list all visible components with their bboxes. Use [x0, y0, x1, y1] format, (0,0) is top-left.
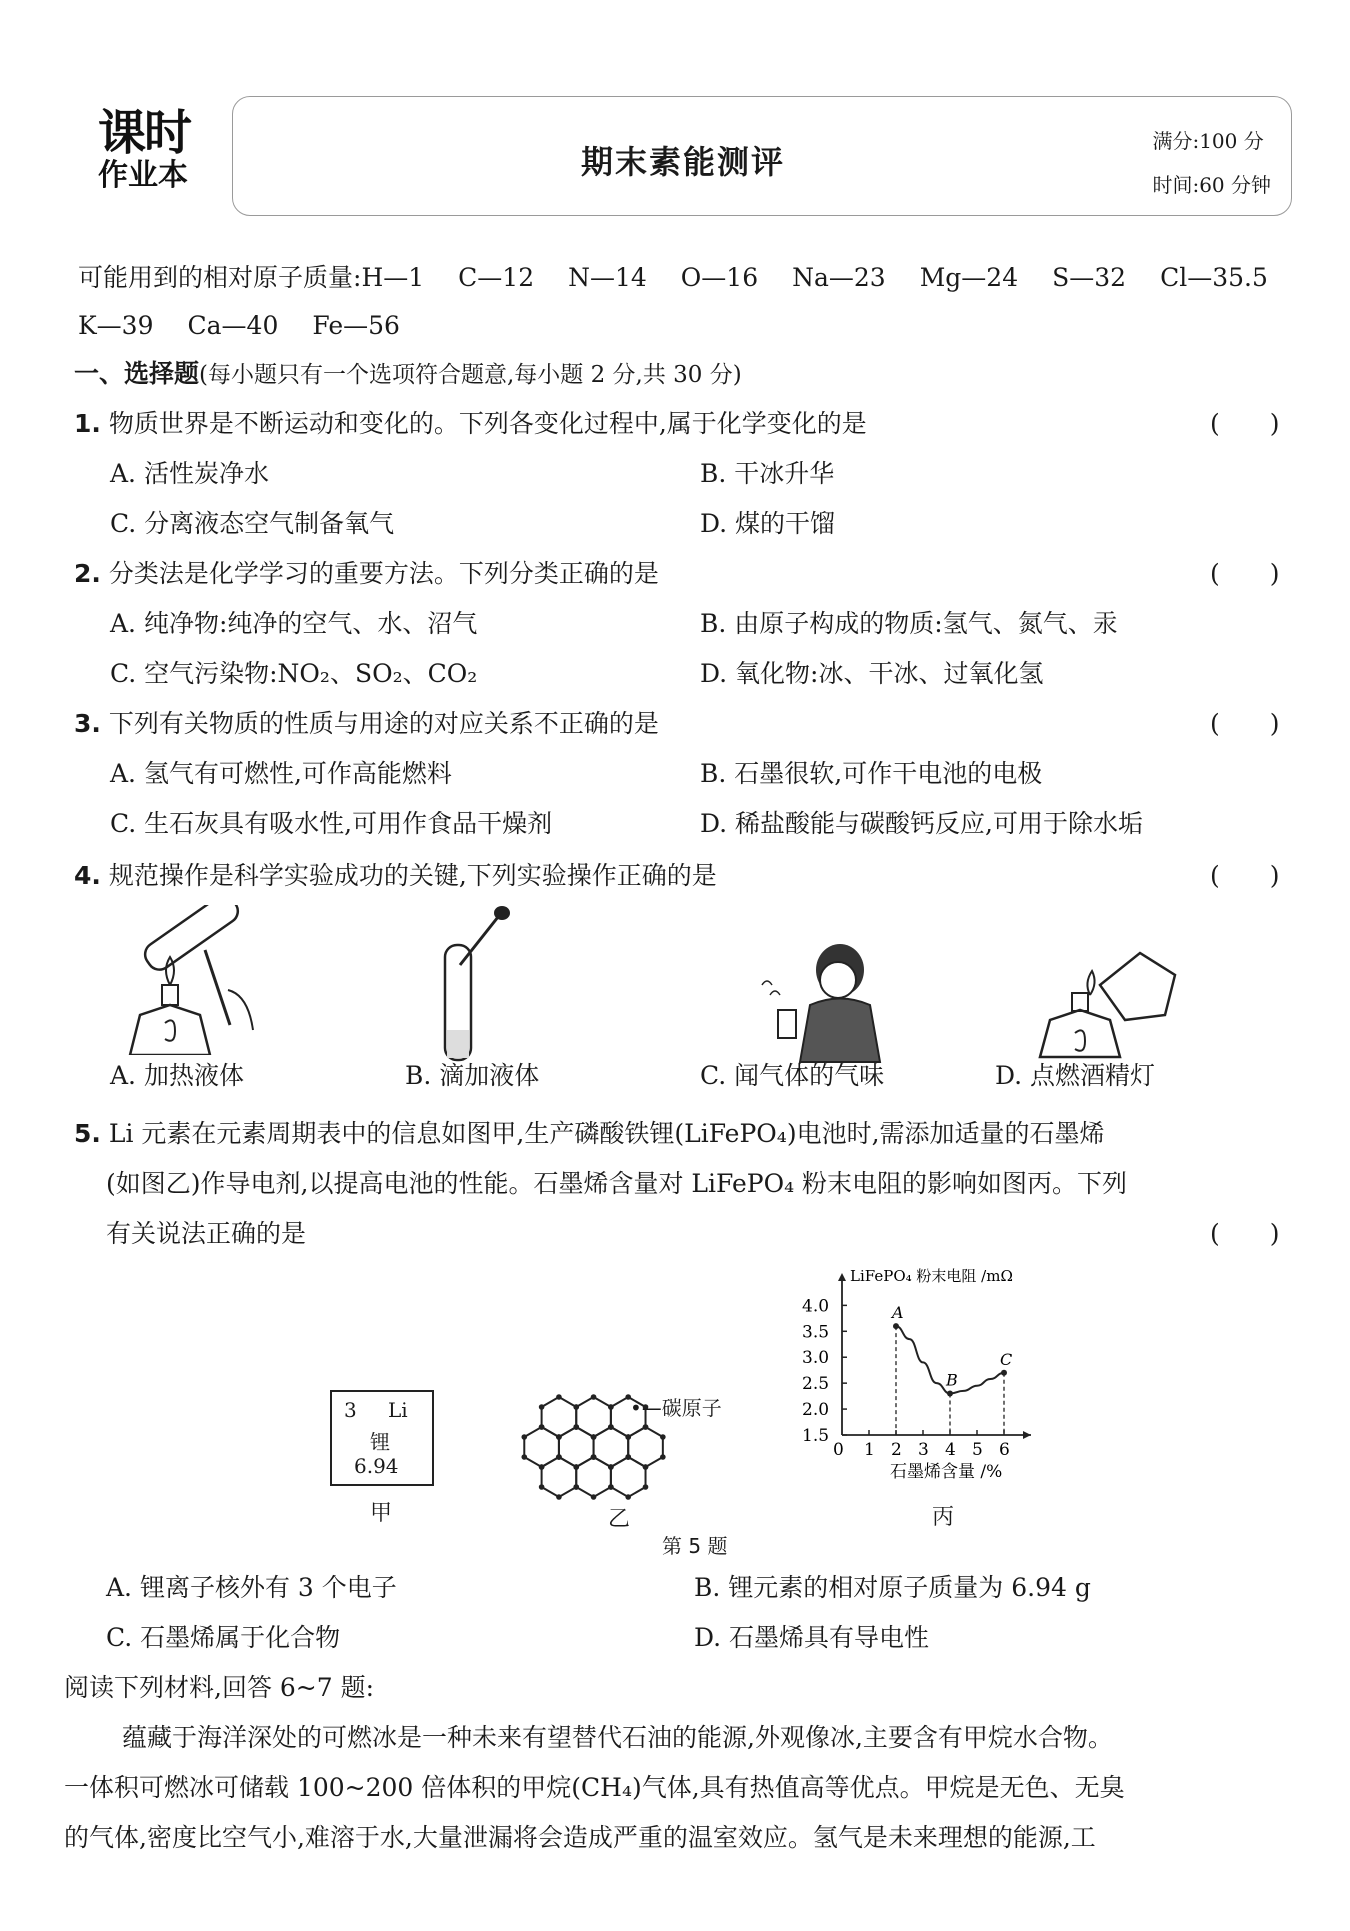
element-name: 锂 — [370, 1430, 390, 1454]
x-axis-label: 石墨烯含量 /% — [890, 1462, 1003, 1482]
atomic-mass-label: 可能用到的相对原子质量: — [78, 263, 362, 292]
carbon-atom — [573, 1404, 579, 1410]
mass-item: C—12 — [458, 263, 535, 292]
question-stem: 分类法是化学学习的重要方法。下列分类正确的是 — [108, 559, 659, 588]
carbon-atom — [573, 1484, 579, 1490]
section-heading — [74, 358, 742, 391]
carbon-atom — [591, 1454, 597, 1460]
carbon-atom — [660, 1434, 666, 1440]
carbon-atom — [556, 1394, 562, 1400]
x-tick-label: 1 — [864, 1440, 875, 1460]
mass-item: Ca—40 — [187, 311, 279, 340]
option-c[interactable]: C. 生石灰具有吸水性,可用作食品干燥剂 — [110, 809, 553, 838]
mass-item: Fe—56 — [312, 311, 400, 340]
x-tick-label: 5 — [972, 1440, 983, 1460]
carbon-atom — [539, 1484, 545, 1490]
carbon-atom — [625, 1454, 631, 1460]
y-tick-label: 1.5 — [802, 1426, 830, 1446]
option-d[interactable]: D. 稀盐酸能与碳酸钙反应,可用于除水垢 — [700, 809, 1143, 838]
full-score: 满分:100 分 — [1152, 129, 1264, 153]
mass-item: K—39 — [78, 311, 154, 340]
carbon-atom-label: 碳原子 — [661, 1396, 722, 1420]
y-tick-label: 2.5 — [802, 1374, 830, 1395]
figure-bing-caption: 丙 — [932, 1505, 955, 1530]
answer-blank[interactable]: ( ) — [1210, 709, 1280, 738]
option-a[interactable]: A. 加热液体 — [110, 1061, 244, 1090]
question-stem-line2: (如图乙)作导电剂,以提高电池的性能。石墨烯含量对 LiFePO₄ 粉末电阻的影响如图丙。下列 — [106, 1169, 1128, 1198]
carbon-atom — [539, 1424, 545, 1430]
y-axis-arrow — [838, 1273, 846, 1281]
carbon-atom — [591, 1494, 597, 1500]
mass-item: S—32 — [1052, 263, 1127, 292]
option-d[interactable]: D. 煤的干馏 — [700, 509, 836, 538]
carbon-atom — [608, 1464, 614, 1470]
point-label: C — [1000, 1349, 1013, 1369]
x-tick-label: 2 — [891, 1440, 902, 1460]
question-2 — [74, 558, 659, 590]
carbon-atom — [573, 1424, 579, 1430]
carbon-atom — [608, 1424, 614, 1430]
carbon-atom — [573, 1464, 579, 1470]
question-stem: 物质世界是不断运动和变化的。下列各变化过程中,属于化学变化的是 — [108, 409, 867, 438]
y-tick-label: 3.0 — [802, 1348, 830, 1369]
y-axis-label: LiFePO₄ 粉末电阻 /mΩ — [850, 1267, 1013, 1285]
periodic-table-cell — [330, 1390, 434, 1486]
option-a[interactable]: A. 锂离子核外有 3 个电子 — [106, 1573, 397, 1602]
carbon-atom — [556, 1494, 562, 1500]
lighting-lamp-figure — [1030, 945, 1180, 1060]
mass-item: Na—23 — [792, 263, 886, 292]
option-a[interactable]: A. 纯净物:纯净的空气、水、沼气 — [110, 609, 478, 638]
data-point — [893, 1323, 899, 1329]
reading-intro: 阅读下列材料,回答 6~7 题: — [64, 1673, 375, 1702]
logo-line2: 作业本 — [98, 158, 188, 193]
mass-item: H—1 — [361, 263, 425, 292]
question-4 — [74, 860, 717, 892]
resistance-chart — [800, 1265, 1060, 1490]
option-a[interactable]: A. 氢气有可燃性,可作高能燃料 — [110, 759, 452, 788]
answer-blank[interactable]: ( ) — [1210, 559, 1280, 588]
reading-paragraph-line3: 的气体,密度比空气小,难溶于水,大量泄漏将会造成严重的温室效应。氢气是未来理想的能源,工 — [64, 1823, 1096, 1852]
option-c[interactable]: C. 分离液态空气制备氧气 — [110, 509, 395, 538]
question-number: 1. — [74, 409, 101, 438]
figure-title: 第 5 题 — [662, 1534, 728, 1558]
graphene-hexagon — [576, 1457, 611, 1497]
option-a[interactable]: A. 活性炭净水 — [110, 459, 269, 488]
logo — [98, 105, 228, 194]
question-number: 2. — [74, 559, 101, 588]
question-number: 3. — [74, 709, 101, 738]
carbon-atom — [643, 1424, 649, 1430]
header-box — [232, 96, 1292, 216]
carbon-atom — [539, 1404, 545, 1410]
carbon-atom — [643, 1464, 649, 1470]
mass-item: Mg—24 — [919, 263, 1019, 292]
question-number: 4. — [74, 861, 101, 890]
smelling-gas-figure — [740, 940, 890, 1065]
point-label: B — [946, 1370, 958, 1390]
y-tick-label: 3.5 — [802, 1322, 830, 1343]
carbon-atom — [539, 1464, 545, 1470]
question-3 — [74, 708, 659, 740]
answer-blank[interactable]: ( ) — [1210, 1219, 1280, 1248]
atomic-mass-line1 — [78, 262, 1268, 294]
carbon-atom — [556, 1454, 562, 1460]
carbon-atom — [643, 1484, 649, 1490]
carbon-atom — [625, 1434, 631, 1440]
question-5 — [74, 1118, 1105, 1150]
question-stem: 下列有关物质的性质与用途的对应关系不正确的是 — [108, 709, 659, 738]
carbon-atom — [660, 1454, 666, 1460]
answer-blank[interactable]: ( ) — [1210, 861, 1280, 890]
carbon-atom — [625, 1494, 631, 1500]
option-b[interactable]: B. 滴加液体 — [405, 1061, 540, 1090]
carbon-atom — [591, 1394, 597, 1400]
option-b[interactable]: B. 干冰升华 — [700, 459, 835, 488]
figure-jia-caption: 甲 — [370, 1501, 393, 1526]
exam-time: 时间:60 分钟 — [1152, 173, 1271, 197]
carbon-atom — [556, 1434, 562, 1440]
carbon-atom — [521, 1454, 527, 1460]
page-title: 期末素能测评 — [580, 143, 785, 181]
carbon-atom — [521, 1434, 527, 1440]
option-b[interactable]: B. 锂元素的相对原子质量为 6.94 g — [694, 1573, 1091, 1602]
carbon-atom — [608, 1484, 614, 1490]
heating-liquid-figure — [110, 905, 270, 1055]
carbon-atom-legend: •—碳原子 — [630, 1396, 722, 1420]
question-number: 5. — [74, 1119, 101, 1148]
question-1 — [74, 408, 867, 440]
option-d[interactable]: D. 石墨烯具有导电性 — [694, 1623, 930, 1652]
graphene-hexagon — [542, 1457, 577, 1497]
answer-blank[interactable]: ( ) — [1210, 409, 1280, 438]
x-axis-arrow — [1023, 1431, 1031, 1439]
exam-meta — [1152, 119, 1271, 207]
option-b[interactable]: B. 由原子构成的物质:氢气、氮气、汞 — [700, 609, 1118, 638]
section-title: 一、选择题 — [74, 359, 200, 388]
option-d[interactable]: D. 氧化物:冰、干冰、过氧化氢 — [700, 659, 1044, 688]
point-label: A — [892, 1303, 904, 1323]
x-tick-label: 6 — [999, 1440, 1010, 1460]
option-c[interactable]: C. 闻气体的气味 — [700, 1061, 885, 1090]
section-note: (每小题只有一个选项符合题意,每小题 2 分,共 30 分) — [199, 362, 742, 388]
logo-line1: 课时 — [98, 105, 191, 161]
figure-yi-caption: 乙 — [608, 1507, 631, 1532]
y-tick-label: 4.0 — [802, 1296, 830, 1317]
dropping-liquid-figure — [420, 905, 520, 1065]
option-d[interactable]: D. 点燃酒精灯 — [995, 1061, 1156, 1090]
question-stem: 规范操作是科学实验成功的关键,下列实验操作正确的是 — [108, 861, 717, 890]
carbon-atom — [591, 1434, 597, 1440]
data-point — [947, 1391, 953, 1397]
data-point — [1001, 1370, 1007, 1376]
x-tick-label: 3 — [918, 1440, 929, 1460]
y-tick-label: 2.0 — [802, 1400, 830, 1421]
question-stem-line3: 有关说法正确的是 — [106, 1219, 307, 1248]
atomic-mass: 6.94 — [354, 1454, 399, 1478]
question-stem: Li 元素在元素周期表中的信息如图甲,生产磷酸铁锂(LiFePO₄)电池时,需添加适量的石墨烯 — [108, 1119, 1105, 1148]
element-symbol: Li — [388, 1398, 408, 1422]
reading-paragraph-line2: 一体积可燃冰可储载 100~200 倍体积的甲烷(CH₄)气体,具有热值高等优点。甲烷是无色、无臭 — [64, 1773, 1125, 1802]
graphene-hexagon — [611, 1457, 646, 1497]
mass-item: N—14 — [568, 263, 647, 292]
x-tick-label: 0 — [833, 1440, 844, 1460]
x-tick-label: 4 — [945, 1440, 956, 1460]
mass-item: O—16 — [680, 263, 759, 292]
reading-paragraph-line1: 蕴藏于海洋深处的可燃冰是一种未来有望替代石油的能源,外观像冰,主要含有甲烷水合物。 — [122, 1723, 1113, 1752]
carbon-atom — [608, 1404, 614, 1410]
mass-item: Cl—35.5 — [1160, 263, 1268, 292]
atomic-number: 3 — [344, 1398, 357, 1422]
option-b[interactable]: B. 石墨很软,可作干电池的电极 — [700, 759, 1043, 788]
option-c[interactable]: C. 石墨烯属于化合物 — [106, 1623, 341, 1652]
atomic-mass-line2 — [78, 310, 434, 342]
option-c[interactable]: C. 空气污染物:NO₂、SO₂、CO₂ — [110, 659, 478, 688]
